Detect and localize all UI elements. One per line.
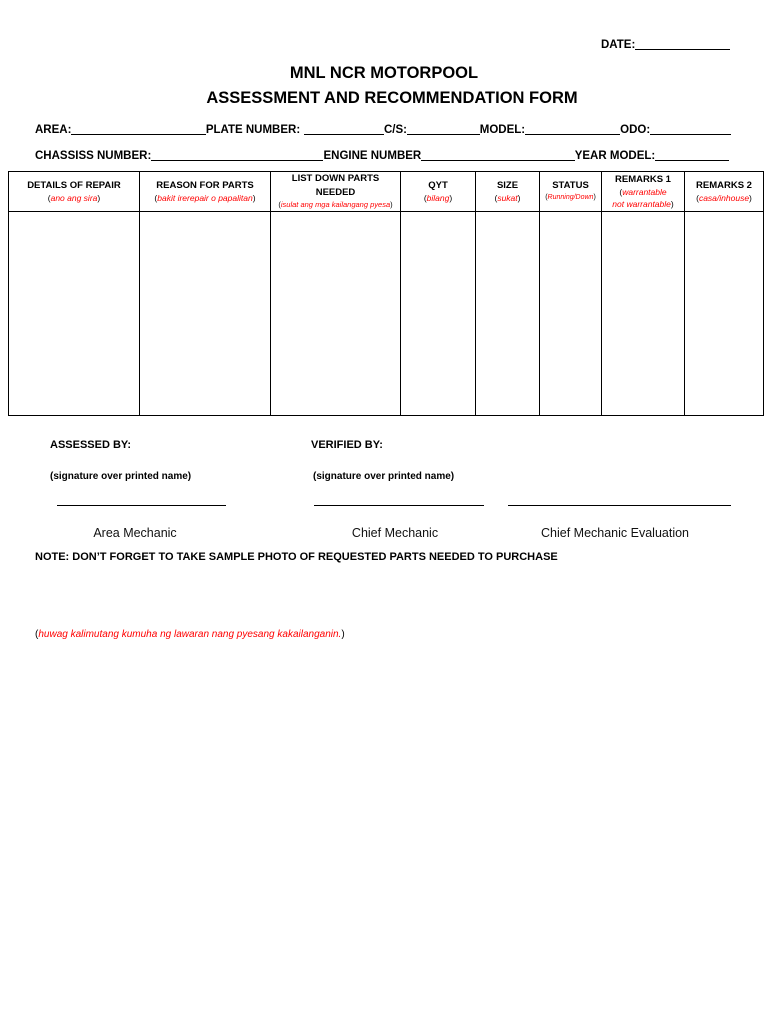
column-title: LIST DOWN PARTS NEEDED (291, 173, 380, 198)
table-row (9, 212, 764, 416)
cs-label: C/S: (384, 124, 407, 136)
area-mechanic-signature-line[interactable] (57, 505, 226, 506)
column-note: (sukat) (494, 193, 521, 204)
col-header-remarks-2 (685, 172, 764, 212)
column-title: QYT (428, 179, 448, 191)
plate-number-field[interactable] (304, 123, 384, 135)
column-note: (bakit irerepair o papalitan) (154, 193, 256, 204)
form-title: MNL NCR MOTORPOOL (289, 64, 479, 82)
table-cell-qyt[interactable] (401, 212, 476, 416)
col-header-remarks-1 (602, 172, 685, 212)
vehicle-info-row-2 (35, 147, 729, 163)
column-note: (Running/Down) (545, 194, 596, 202)
column-title: SIZE (496, 179, 519, 191)
column-title: REMARKS 1 (615, 173, 671, 185)
area-mechanic-role: Area Mechanic (93, 526, 177, 540)
col-header-parts-needed (271, 172, 401, 212)
table-cell-reason-for-parts[interactable] (140, 212, 271, 416)
column-title: REASON FOR PARTS (156, 179, 254, 191)
chief-mechanic-signature-line[interactable] (314, 505, 484, 506)
column-note: (isulat ang mga kailangang pyesa) (278, 200, 393, 209)
col-header-size (476, 172, 540, 212)
engine-number-field[interactable] (421, 149, 574, 161)
column-title: DETAILS OF REPAIR (27, 179, 121, 191)
verified-signature-hint: (signature over printed name) (313, 471, 455, 482)
engine-number-label: ENGINE NUMBER (323, 150, 422, 162)
form-subtitle: ASSESSMENT AND RECOMMENDATION FORM (206, 89, 578, 107)
plate-number-label: PLATE NUMBER: (205, 124, 301, 136)
table-cell-remarks-2[interactable] (685, 212, 764, 416)
date-row (601, 36, 731, 52)
verified-by-label: VERIFIED BY: (311, 439, 383, 451)
year-model-field[interactable] (655, 149, 729, 161)
col-header-details-of-repair (9, 172, 140, 212)
col-header-reason-for-parts (140, 172, 271, 212)
column-note: (bilang) (423, 193, 453, 204)
area-label: AREA: (35, 124, 72, 136)
repair-table (8, 171, 764, 416)
date-label: DATE: (601, 39, 636, 51)
table-cell-remarks-1[interactable] (602, 212, 685, 416)
table-cell-size[interactable] (476, 212, 540, 416)
table-cell-details-of-repair[interactable] (9, 212, 140, 416)
col-header-qyt (401, 172, 476, 212)
assessed-signature-hint: (signature over printed name) (50, 471, 192, 482)
table-cell-parts-needed[interactable] (271, 212, 401, 416)
chassis-number-label: CHASSISS NUMBER: (35, 150, 152, 162)
vehicle-info-row-1 (35, 121, 731, 137)
odo-field[interactable] (650, 123, 731, 135)
column-note: (warrantable not warrantable) (612, 187, 674, 210)
photo-note: NOTE: DON’T FORGET TO TAKE SAMPLE PHOTO OF REQUESTED PARTS NEEDED TO PURCHASE (35, 551, 558, 563)
model-label: MODEL: (479, 124, 526, 136)
chief-mechanic-evaluation-role: Chief Mechanic Evaluation (541, 526, 689, 540)
column-title: STATUS (552, 179, 589, 191)
year-model-label: YEAR MODEL: (574, 150, 656, 162)
column-note: (ano ang sira) (47, 193, 101, 204)
date-field[interactable] (635, 38, 730, 50)
photo-note-translation: (huwag kalimutang kumuha ng lawaran nang pyesang kakailanganin.) (35, 629, 345, 640)
odo-label: ODO: (620, 124, 651, 136)
area-field[interactable] (71, 123, 205, 135)
chassis-number-field[interactable] (151, 149, 323, 161)
column-title: REMARKS 2 (696, 179, 752, 191)
table-cell-status[interactable] (540, 212, 602, 416)
chief-mechanic-role: Chief Mechanic (351, 526, 439, 540)
cs-field[interactable] (407, 123, 480, 135)
col-header-status (540, 172, 602, 212)
column-note: (casa/inhouse) (696, 193, 752, 204)
chief-mechanic-evaluation-line[interactable] (508, 505, 731, 506)
table-header-row (9, 172, 764, 212)
model-field[interactable] (525, 123, 620, 135)
assessed-by-label: ASSESSED BY: (50, 439, 132, 451)
